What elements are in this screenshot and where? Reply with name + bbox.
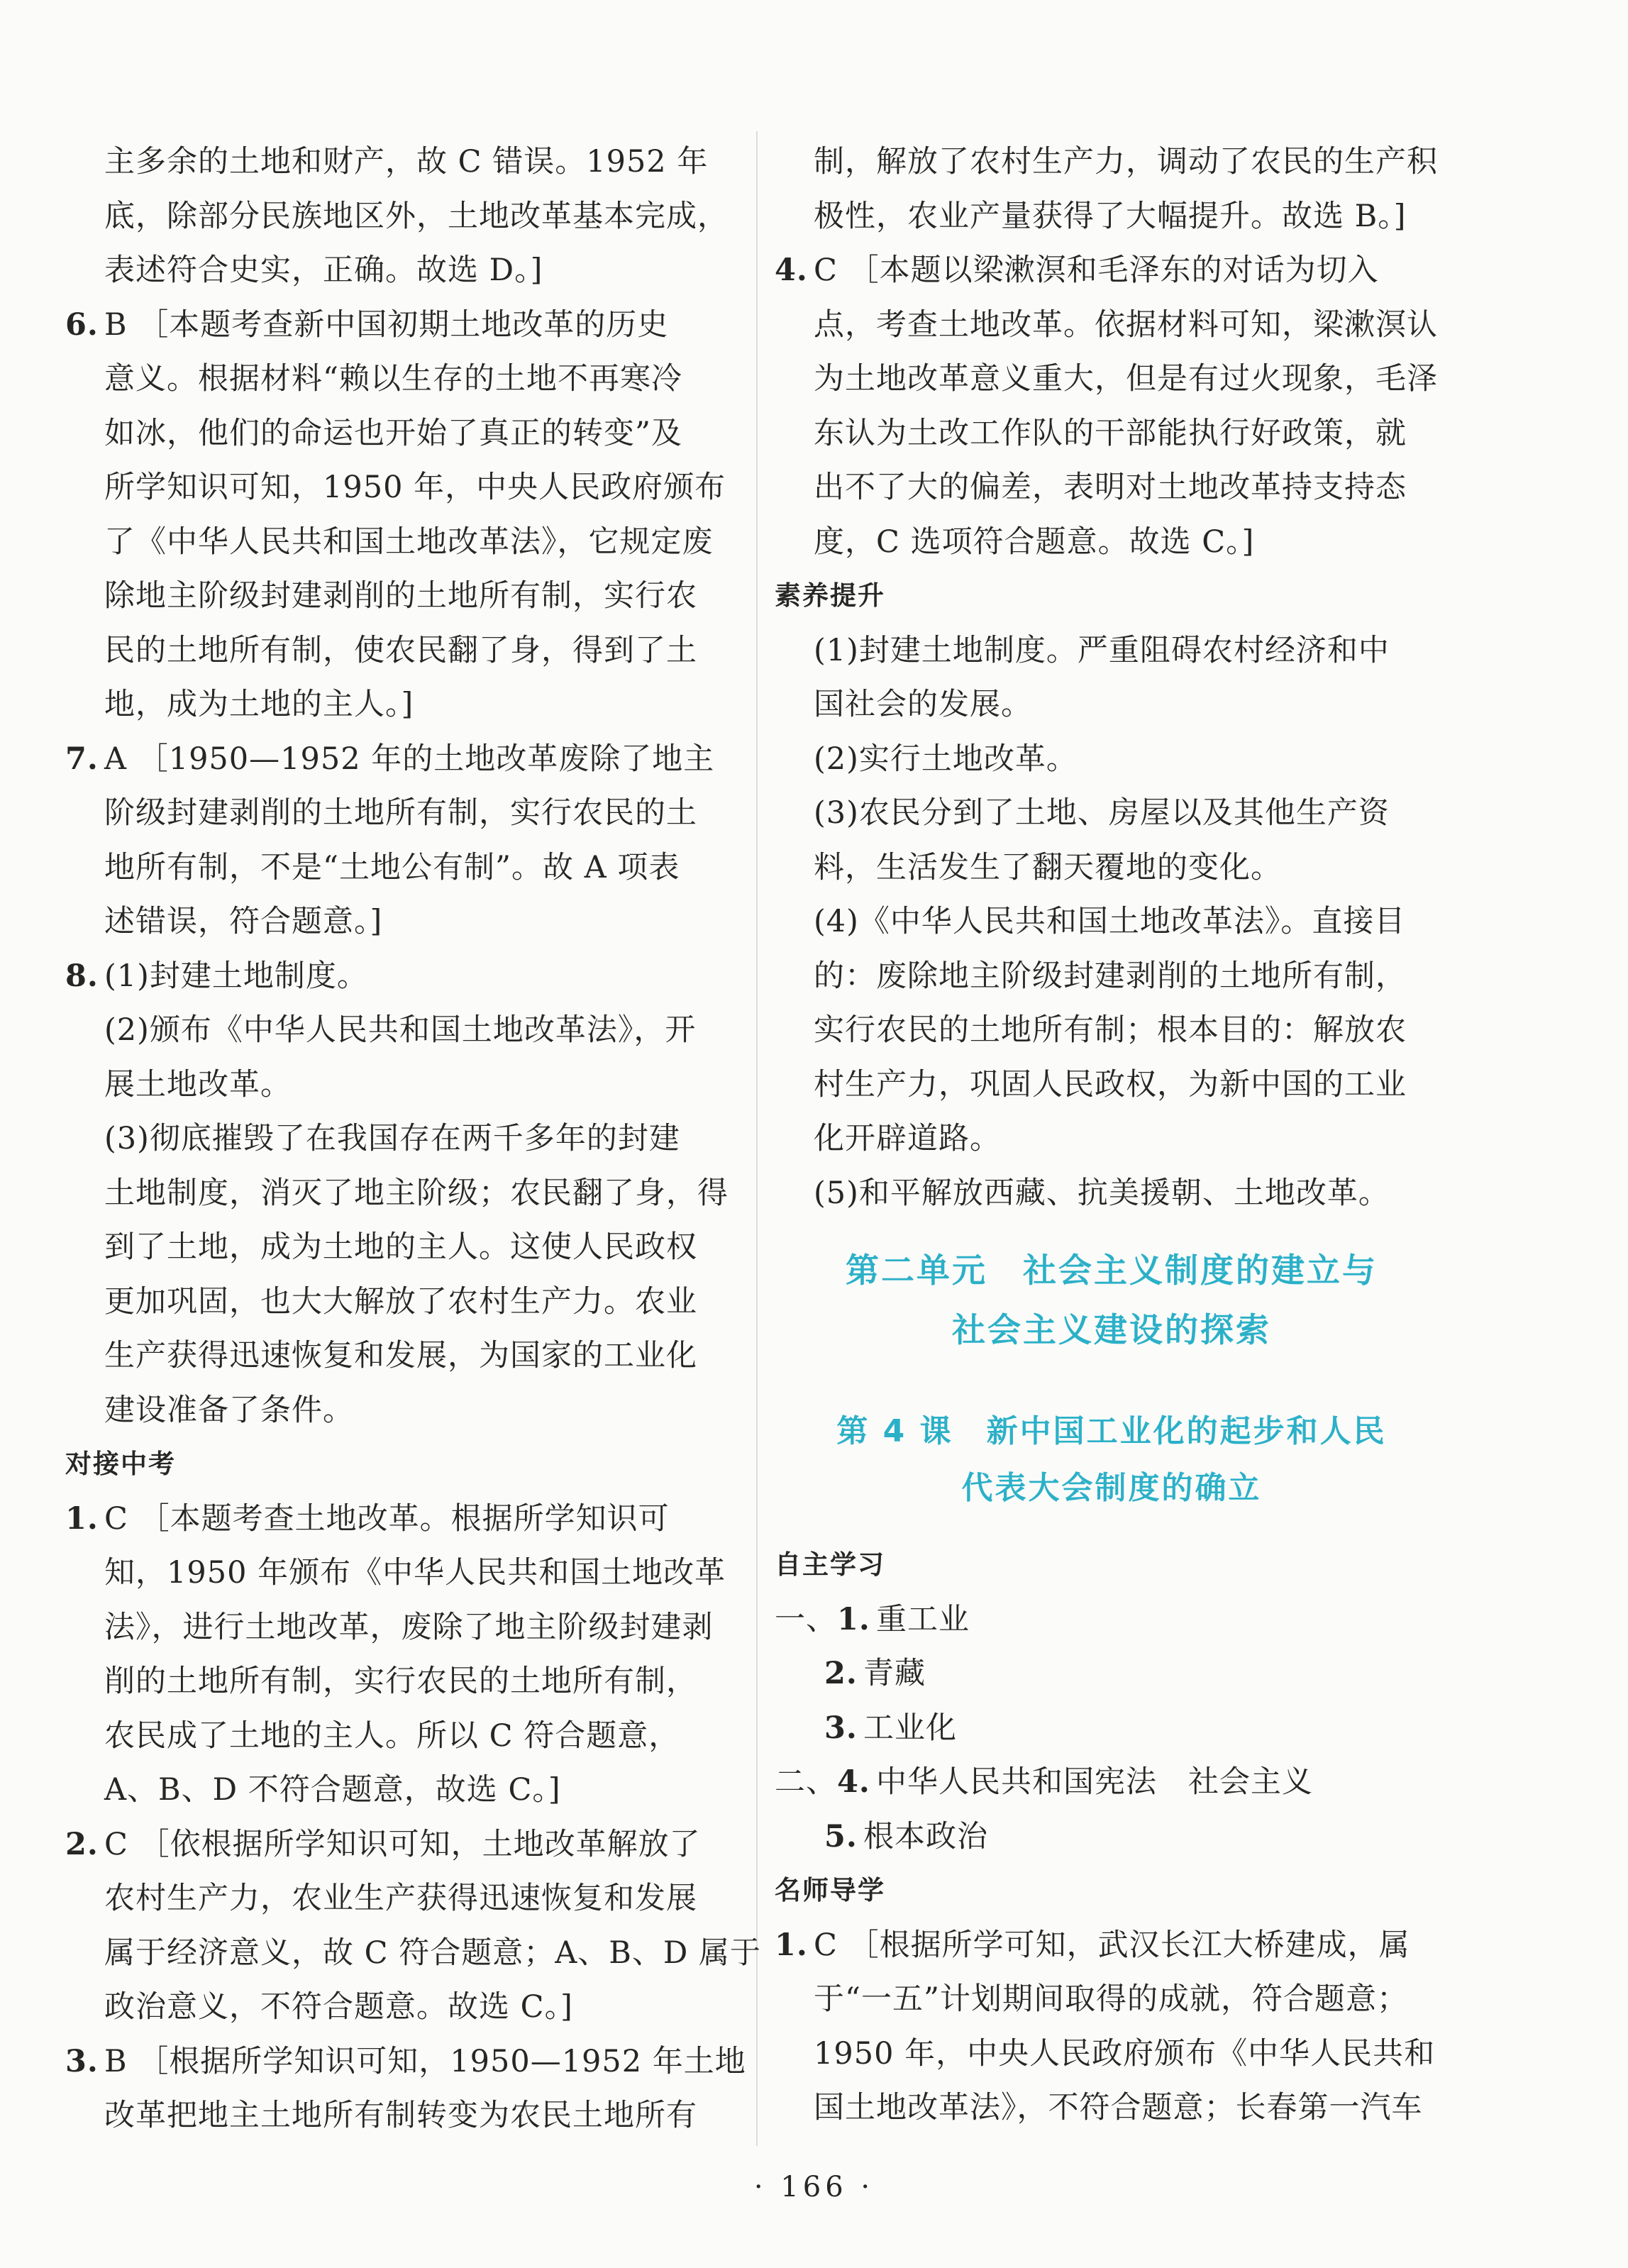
text-line: 国土地改革法》，不符合题意；长春第一汽车	[814, 2090, 1423, 2125]
text-line: 出不了大的偏差，表明对土地改革持支持态	[814, 470, 1407, 505]
text-line: C ［根据所学可知，武汉长江大桥建成，属	[814, 1927, 1410, 1963]
unit-title: 社会主义建设的探索	[952, 1311, 1271, 1350]
page-number: · 166 ·	[753, 2171, 875, 2203]
item-number: 3.	[65, 2043, 99, 2079]
lesson-title: 第 4 课 新中国工业化的起步和人民	[836, 1413, 1387, 1449]
text-line: (3)彻底摧毁了在我国存在两千多年的封建	[104, 1121, 680, 1156]
text-line: 极性，农业产量获得了大幅提升。故选 B。]	[814, 198, 1407, 234]
text-line: 民的土地所有制，使农民翻了身，得到了土	[104, 632, 697, 668]
text-line: 了《中华人民共和国土地改革法》，它规定废	[104, 524, 714, 560]
text-line: C ［依根据所学知识可知，土地改革解放了	[104, 1826, 701, 1862]
text-line: 的：废除地主阶级封建剥削的土地所有制，	[814, 958, 1407, 994]
item-number: 2.	[824, 1656, 858, 1691]
item-number: 1.	[775, 1927, 808, 1963]
text-line: (4)《中华人民共和国土地改革法》。直接目	[814, 904, 1406, 939]
text-line: 东认为土改工作队的干部能执行好政策，就	[814, 415, 1407, 451]
text-line: 到了土地，成为土地的主人。这使人民政权	[104, 1229, 697, 1265]
text-line: 料，生活发生了翻天覆地的变化。	[814, 849, 1282, 885]
text-line: 述错误，符合题意。]	[104, 904, 383, 939]
text-line: 更加巩固，也大大解放了农村生产力。农业	[104, 1283, 697, 1320]
group-prefix: 一、	[775, 1601, 837, 1637]
lesson-title: 代表大会制度的确立	[961, 1470, 1262, 1506]
section-heading-zizhu: 自主学习	[775, 1549, 885, 1580]
text-line: 主多余的土地和财产，故 C 错误。1952 年	[104, 144, 709, 179]
text-line: B ［根据所学知识可知，1950—1952 年土地	[104, 2043, 746, 2079]
text-line: 地所有制，不是“土地公有制”。故 A 项表	[104, 849, 680, 885]
text-line: 于“一五”计划期间取得的成就，符合题意；	[814, 1981, 1408, 2017]
answer-item-z1	[65, 1492, 739, 1818]
answer-text: 中华人民共和国宪法 社会主义	[876, 1764, 1313, 1800]
continued-answer	[65, 135, 739, 298]
text-line: (2)实行土地改革。	[814, 741, 1078, 777]
section-heading-mingshi: 名师导学	[775, 1875, 885, 1905]
answer-item-m1	[775, 1918, 1449, 2135]
answer-item-z4	[775, 243, 1449, 569]
text-line: 意义。根据材料“赖以生存的土地不再寒冷	[104, 361, 682, 397]
text-line: 法》，进行土地改革，废除了地主阶级封建剥	[104, 1609, 714, 1645]
text-line: (1)封建土地制度。	[104, 958, 368, 994]
item-number: 1.	[65, 1500, 99, 1537]
answer-item-7	[65, 732, 739, 949]
text-line: A、B、D 不符合题意，故选 C。]	[104, 1772, 561, 1808]
answer-item-8	[65, 949, 739, 1438]
text-line: 土地制度，消灭了地主阶级；农民翻了身，得	[104, 1175, 729, 1211]
item-number: 1.	[837, 1601, 870, 1637]
text-line: 为土地改革意义重大，但是有过火现象，毛泽	[814, 361, 1438, 397]
continued-answer	[775, 135, 1449, 243]
text-line: 除地主阶级封建剥削的土地所有制，实行农	[104, 578, 697, 614]
text-line: (2)颁布《中华人民共和国土地改革法》，开	[104, 1012, 697, 1048]
column-divider	[756, 131, 758, 2146]
text-line: 生产获得迅速恢复和发展，为国家的工业化	[104, 1338, 697, 1373]
text-line: 实行农民的土地所有制；根本目的：解放农	[814, 1012, 1407, 1048]
item-number: 4.	[837, 1764, 870, 1800]
answer-text: 重工业	[876, 1601, 970, 1637]
item-number: 4.	[775, 253, 808, 288]
item-number: 2.	[65, 1826, 99, 1862]
text-line: 如冰，他们的命运也开始了真正的转变”及	[104, 415, 682, 451]
item-number: 5.	[824, 1818, 858, 1854]
text-line: (5)和平解放西藏、抗美援朝、土地改革。	[814, 1175, 1390, 1211]
text-line: 国社会的发展。	[814, 687, 1032, 722]
answer-text: 工业化	[863, 1710, 957, 1746]
text-line: A ［1950—1952 年的土地改革废除了地主	[104, 741, 715, 777]
text-line: 削的土地所有制，实行农民的土地所有制，	[104, 1664, 697, 1699]
text-line: 农村生产力，农业生产获得迅速恢复和发展	[104, 1881, 697, 1916]
text-line: 底，除部分民族地区外，土地改革基本完成，	[104, 198, 729, 234]
answer-item-6	[65, 298, 739, 732]
text-line: B ［本题考查新中国初期土地改革的历史	[104, 306, 669, 343]
text-line: (1)封建土地制度。严重阻碍农村经济和中	[814, 632, 1390, 668]
answer-item-z2	[65, 1818, 762, 2035]
text-line: 建设准备了条件。	[104, 1392, 354, 1428]
zizhu-answers	[775, 1593, 1449, 1864]
text-line: 村生产力，巩固人民政权，为新中国的工业	[814, 1066, 1407, 1102]
text-line: 所学知识可知，1950 年，中央人民政府颁布	[104, 470, 726, 505]
text-line: 展土地改革。	[104, 1066, 292, 1102]
text-line: C ［本题考查土地改革。根据所学知识可	[104, 1500, 670, 1537]
text-line: 改革把地主土地所有制转变为农民土地所有	[104, 2098, 697, 2133]
text-line: 阶级封建剥削的土地所有制，实行农民的土	[104, 795, 697, 831]
group-prefix: 二、	[775, 1764, 837, 1800]
text-line: 1950 年，中央人民政府颁布《中华人民共和	[814, 2035, 1436, 2071]
text-line: 知，1950 年颁布《中华人民共和国土地改革	[104, 1555, 726, 1591]
suyang-answers	[775, 624, 1449, 1221]
text-line: C ［本题以梁漱溟和毛泽东的对话为切入	[814, 253, 1379, 288]
text-line: 农民成了土地的主人。所以 C 符合题意，	[104, 1717, 680, 1754]
text-line: 化开辟道路。	[814, 1121, 1001, 1156]
item-number: 8.	[65, 958, 99, 994]
section-heading-suyang: 素养提升	[775, 580, 885, 611]
answer-text: 青藏	[863, 1656, 926, 1691]
section-heading-zhongkao: 对接中考	[65, 1449, 176, 1479]
text-line: 属于经济意义，故 C 符合题意；A、B、D 属于	[104, 1935, 762, 1971]
text-line: (3)农民分到了土地、房屋以及其他生产资	[814, 795, 1390, 831]
answer-text: 根本政治	[863, 1818, 988, 1854]
right-column	[775, 135, 1449, 2135]
unit-title: 第二单元 社会主义制度的建立与	[846, 1251, 1378, 1290]
text-line: 地，成为土地的主人。]	[104, 687, 414, 722]
item-number: 3.	[824, 1710, 858, 1746]
item-number: 7.	[65, 741, 99, 777]
item-number: 6.	[65, 306, 99, 343]
text-line: 制，解放了农村生产力，调动了农民的生产积	[814, 144, 1438, 179]
text-line: 度，C 选项符合题意。故选 C。]	[814, 524, 1255, 560]
text-line: 表述符合史实，正确。故选 D。]	[104, 253, 543, 288]
text-line: 政治意义，不符合题意。故选 C。]	[104, 1989, 573, 2025]
answer-item-z3	[65, 2035, 746, 2143]
left-column	[65, 135, 762, 2143]
text-line: 点，考查土地改革。依据材料可知，梁漱溟认	[814, 306, 1438, 343]
